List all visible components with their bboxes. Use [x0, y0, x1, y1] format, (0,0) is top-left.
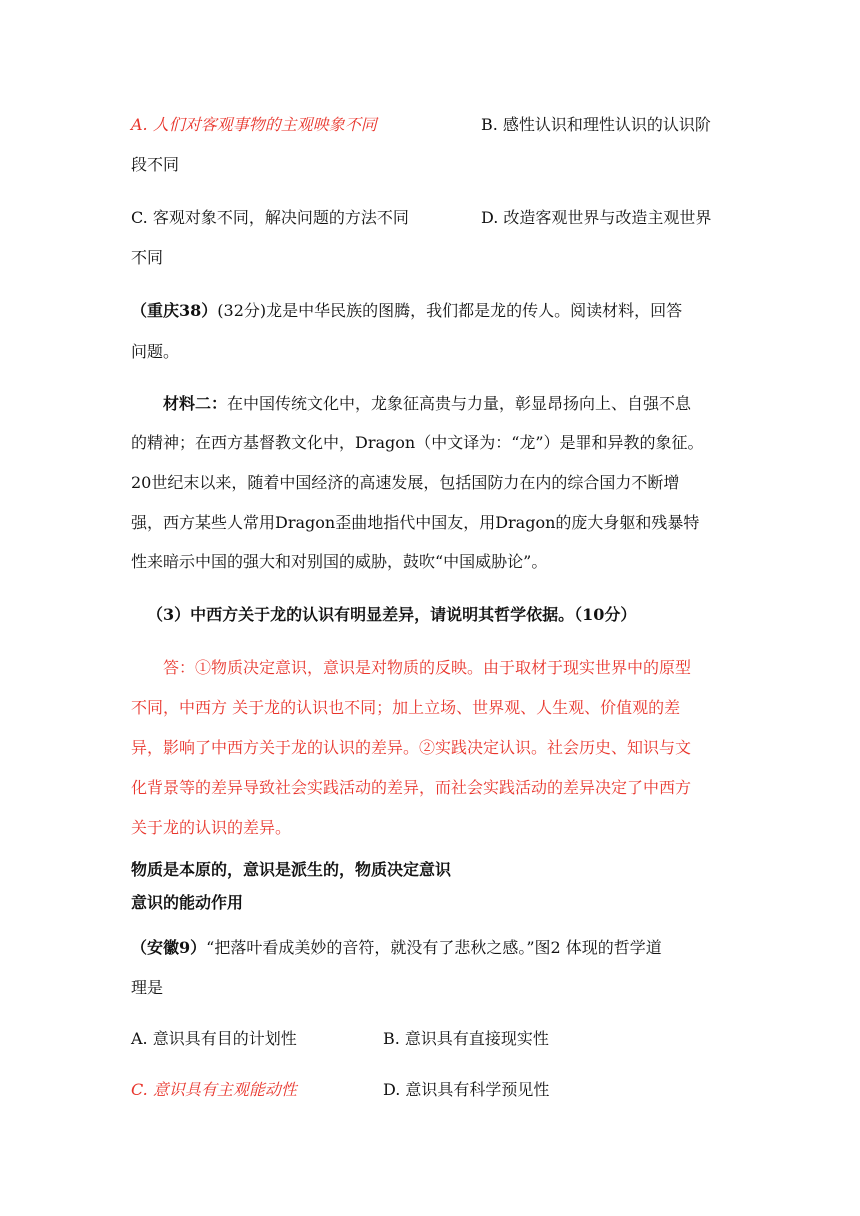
- material-line-2: 的精神；在西方基督教文化中，Dragon（中文译为：“龙”）是罪和异教的象征。: [131, 433, 704, 452]
- material-line-3: 20世纪末以来，随着中国经济的高速发展，包括国防力在内的综合国力不断增: [131, 473, 680, 492]
- q9-option-c: C. 意识具有主观能动性: [131, 1080, 297, 1099]
- q9-option-d: D. 意识具有科学预见性: [383, 1080, 550, 1099]
- heading-consciousness-initiative: 意识的能动作用: [131, 893, 244, 912]
- q9-stem-line2: 理是: [131, 978, 164, 997]
- material-line-5: 性来暗示中国的强大和对别国的威胁，鼓吹“中国威胁论”。: [131, 552, 548, 571]
- answer-line-1: 答：①物质决定意识，意识是对物质的反映。由于取材于现实世界中的原型: [163, 658, 692, 677]
- q38-text: (32分)龙是中华民族的图腾，我们都是龙的传人。阅读材料，回答: [217, 301, 683, 320]
- option-b-line1: B. 感性认识和理性认识的认识阶: [481, 115, 711, 134]
- material-line-4: 强，西方某些人常用Dragon歪曲地指代中国友，用Dragon的庞大身躯和残暴特: [131, 513, 700, 532]
- option-d-line1: D. 改造客观世界与改造主观世界: [481, 208, 712, 227]
- option-a: A. 人们对客观事物的主观映象不同: [131, 115, 377, 134]
- answer-line-4: 化背景等的差异导致社会实践活动的差异，而社会实践活动的差异决定了中西方: [131, 778, 692, 797]
- q9-option-b: B. 意识具有直接现实性: [383, 1029, 549, 1048]
- q38-stem-line1: [131, 300, 682, 322]
- sub-question-3: （3）中西方关于龙的认识有明显差异，请说明其哲学依据。（10分）: [147, 605, 637, 624]
- q38-label: （重庆38）: [131, 301, 218, 320]
- option-c: C. 客观对象不同，解决问题的方法不同: [131, 208, 409, 227]
- option-b-line2: 段不同: [131, 155, 180, 174]
- q9-stem-line1: [131, 937, 662, 959]
- answer-line-5: 关于龙的认识的差异。: [131, 818, 292, 837]
- material-label: 材料二：: [163, 394, 228, 413]
- q9-label: （安徽9）: [131, 938, 207, 957]
- material-text-1: 在中国传统文化中，龙象征高贵与力量，彰显昂扬向上、自强不息: [227, 394, 692, 413]
- q9-option-a: A. 意识具有目的计划性: [131, 1029, 297, 1048]
- heading-matter-determines-consciousness: 物质是本原的，意识是派生的，物质决定意识: [131, 860, 452, 879]
- option-d-line2: 不同: [131, 248, 164, 267]
- q38-stem-line2: 问题。: [131, 342, 180, 361]
- answer-line-3: 异，影响了中西方关于龙的认识的差异。②实践决定认识。社会历史、知识与文: [131, 738, 692, 757]
- q9-text: “把落叶看成美妙的音符，就没有了悲秋之感。”图2 体现的哲学道: [206, 938, 662, 957]
- answer-line-2: 不同，中西方 关于龙的认识也不同；加上立场、世界观、人生观、价值观的差: [131, 698, 681, 717]
- material-line-1: [163, 393, 691, 415]
